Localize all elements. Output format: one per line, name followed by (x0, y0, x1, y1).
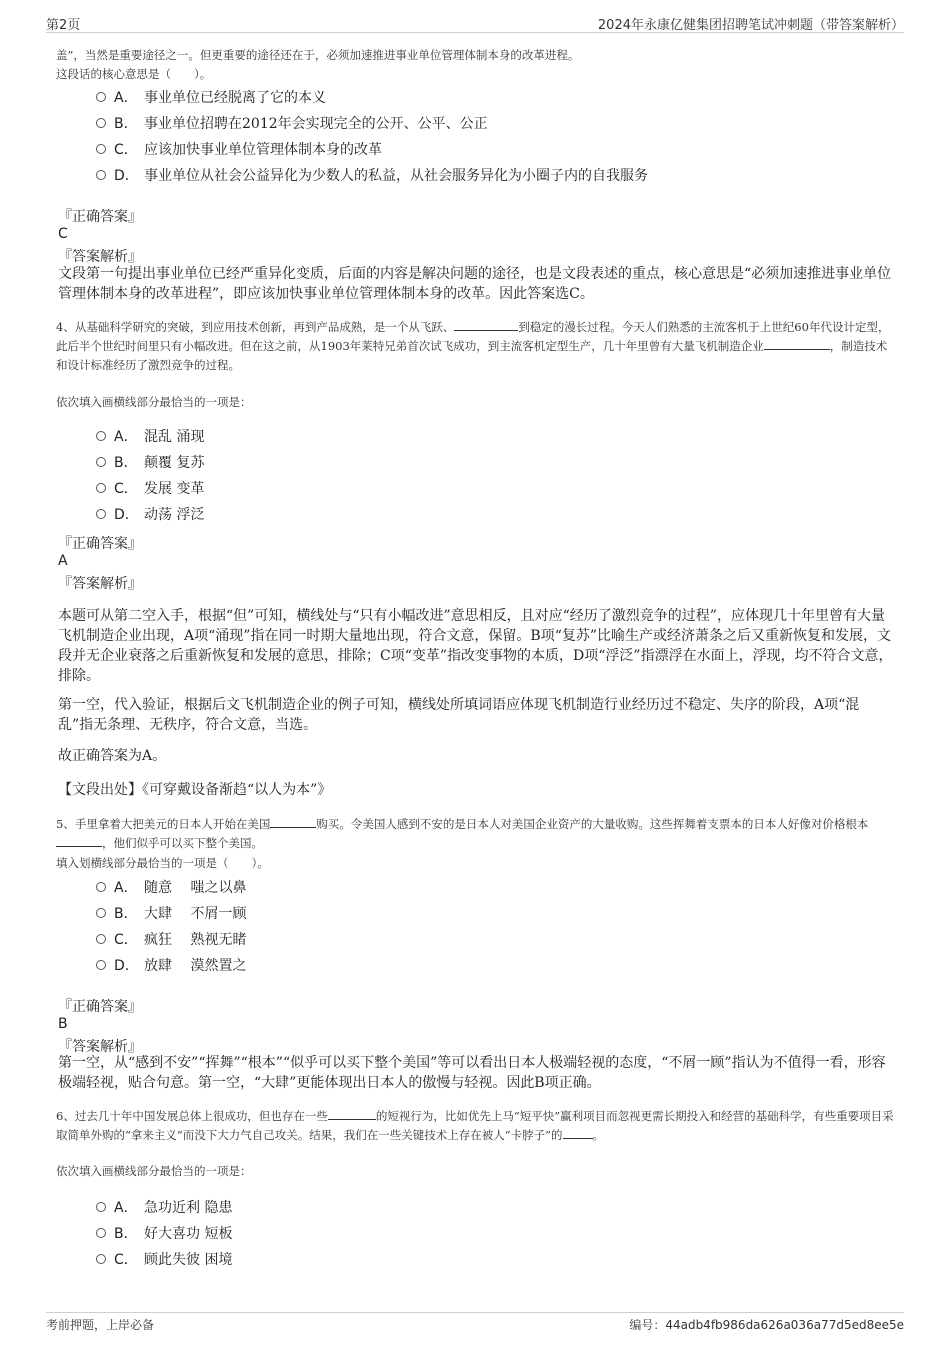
q6-prompt: 依次填入画横线部分最恰当的一项是： (56, 1164, 252, 1178)
radio-icon[interactable] (96, 92, 106, 102)
fill-blank (328, 1107, 376, 1120)
q3-prompt: 这段话的核心意思是（ ）。 (56, 67, 212, 81)
radio-icon[interactable] (96, 118, 106, 128)
q5-prompt: 填入划横线部分最恰当的一项是（ ）。 (56, 856, 269, 870)
radio-icon[interactable] (96, 908, 106, 918)
page-number: 第2页 (46, 18, 81, 33)
q4-analysis-label: 『答案解析』 (58, 576, 142, 592)
q4-option-a[interactable]: A． 混乱 涌现 (96, 426, 204, 448)
radio-icon[interactable] (96, 509, 106, 519)
q5-option-d[interactable]: D． 放肆 漠然置之 (96, 955, 246, 977)
page-footer (46, 1312, 904, 1335)
fill-blank (270, 815, 316, 828)
radio-icon[interactable] (96, 1254, 106, 1264)
q3-stem (56, 46, 896, 84)
radio-icon[interactable] (96, 483, 106, 493)
radio-icon[interactable] (96, 882, 106, 892)
q5-analysis-label: 『答案解析』 (58, 1039, 142, 1055)
q4-option-b[interactable]: B． 颠覆 复苏 (96, 452, 204, 474)
radio-icon[interactable] (96, 144, 106, 154)
fill-blank (764, 337, 830, 350)
q4-answer: A (58, 553, 68, 569)
document-title: 2024年永康亿健集团招聘笔试冲刺题（带答案解析） (597, 18, 904, 33)
q6-option-b[interactable]: B． 好大喜功 短板 (96, 1223, 232, 1245)
q5-option-a[interactable]: A． 随意 嗤之以鼻 (96, 877, 246, 899)
q3-text-line: 盖”，当然是重要途径之一。但更重要的途径还在于，必须加速推进事业单位管理体制本身的改革进程。 (56, 48, 580, 62)
q5-option-c[interactable]: C． 疯狂 熟视无睹 (96, 929, 246, 951)
q4-prompt: 依次填入画横线部分最恰当的一项是： (56, 395, 252, 409)
radio-icon[interactable] (96, 1202, 106, 1212)
q4-stem: 4、从基础科学研究的突破，到应用技术创新，再到产品成熟，是一个从飞跃、 到稳定的漫长过程。今天人们熟悉的主流客机于上世纪60年代设计定型，此后半个世纪时间里只有小幅改进。但在这之前，从1903年莱特兄弟首次试飞成功，到主流客机定型生产，几十年里曾有大量飞机制造企业 ，制造技术和设计标准经历了激烈竞争的过程。 (56, 320, 890, 372)
q3-analysis-label: 『答案解析』 (58, 249, 142, 265)
q5-analysis: 第一空，从“感到不安”“挥舞”“根本”“似乎可以买下整个美国”等可以看出日本人极端轻视的态度，“不屑一顾”指认为不值得一看，形容极端轻视，贴合句意。第一空，“大肆”更能体现出日本人的傲慢与轻视。因此B项正确。 (58, 1055, 886, 1091)
radio-icon[interactable] (96, 960, 106, 970)
q4-analysis-paragraph-2: 第一空，代入验证，根据后文飞机制造企业的例子可知，横线处所填词语应体现飞机制造行业经历过不稳定、失序的阶段，A项“混乱”指无条理、无秩序，符合文意，当选。 (58, 697, 860, 733)
q3-answer-label: 『正确答案』 (58, 209, 142, 225)
q4-option-c[interactable]: C． 发展 变革 (96, 478, 204, 500)
q4-analysis-paragraph-3: 故正确答案为A。 (58, 748, 167, 764)
q3-option-c[interactable]: C． 应该加快事业单位管理体制本身的改革 (96, 139, 382, 161)
q4-analysis-paragraph-1: 本题可从第二空入手，根据“但”可知，横线处与“只有小幅改进”意思相反，且对应“经历了激烈竞争的过程”，应体现几十年里曾有大量飞机制造企业出现，A项“涌现”指在同一时期大量地出现，符合文意，保留。B项“复苏”比喻生产或经济萧条之后又重新恢复和发展，文段并无企业衰落之后重新恢复和发展的意思，排除；C项“变革”指改变事物的本质，D项“浮泛”指漂浮在水面上，浮现，均不符合文意，排除。 (58, 608, 893, 684)
q5-answer-label: 『正确答案』 (58, 999, 142, 1015)
footer-slogan: 考前押题，上岸必备 (46, 1318, 155, 1332)
fill-blank (454, 318, 518, 331)
fill-blank (56, 834, 102, 847)
q3-option-a[interactable]: A． 事业单位已经脱离了它的本义 (96, 87, 326, 109)
q3-answer: C (58, 226, 68, 242)
q6-stem: 6、过去几十年中国发展总体上很成功，但也存在一些 的短视行为，比如优先上马“短平快”赢利项目而忽视更需长期投入和经营的基础科学，有些重要项目采取简单外购的“拿来主义”而没下大力气自己攻关。结果，我们在一些关键技术上存在被人“卡脖子”的 。 (56, 1109, 894, 1142)
q6-option-a[interactable]: A． 急功近利 隐患 (96, 1197, 232, 1219)
q3-option-b[interactable]: B． 事业单位招聘在2012年会实现完全的公开、公平、公正 (96, 113, 488, 135)
q5-answer: B (58, 1016, 68, 1032)
radio-icon[interactable] (96, 431, 106, 441)
q3-analysis: 文段第一句提出事业单位已经严重异化变质，后面的内容是解决问题的途径，也是文段表述的重点，核心意思是“必须加速推进事业单位管理体制本身的改革进程”，即应该加快事业单位管理体制本身的改革。因此答案选C。 (58, 266, 892, 302)
radio-icon[interactable] (96, 1228, 106, 1238)
q4-option-d[interactable]: D． 动荡 浮泛 (96, 504, 204, 526)
fill-blank (563, 1126, 593, 1139)
radio-icon[interactable] (96, 934, 106, 944)
document-code: 编号：44adb4fb986da626a036a77d5ed8ee5e (629, 1318, 904, 1332)
radio-icon[interactable] (96, 457, 106, 467)
page-header (46, 12, 904, 33)
radio-icon[interactable] (96, 170, 106, 180)
q4-source: 【文段出处】《可穿戴设备渐趋“以人为本”》 (58, 782, 332, 798)
q5-option-b[interactable]: B． 大肆 不屑一顾 (96, 903, 246, 925)
q5-stem: 5、手里拿着大把美元的日本人开始在美国 购买。令美国人感到不安的是日本人对美国企业资产的大量收购。这些挥舞着支票本的日本人好像对价格根本，他们似乎可以买下整个美国。 (56, 817, 869, 850)
q4-answer-label: 『正确答案』 (58, 536, 142, 552)
q6-option-c[interactable]: C． 顾此失彼 困境 (96, 1249, 232, 1271)
q3-option-d[interactable]: D． 事业单位从社会公益异化为少数人的私益，从社会服务异化为小圈子内的自我服务 (96, 165, 648, 187)
